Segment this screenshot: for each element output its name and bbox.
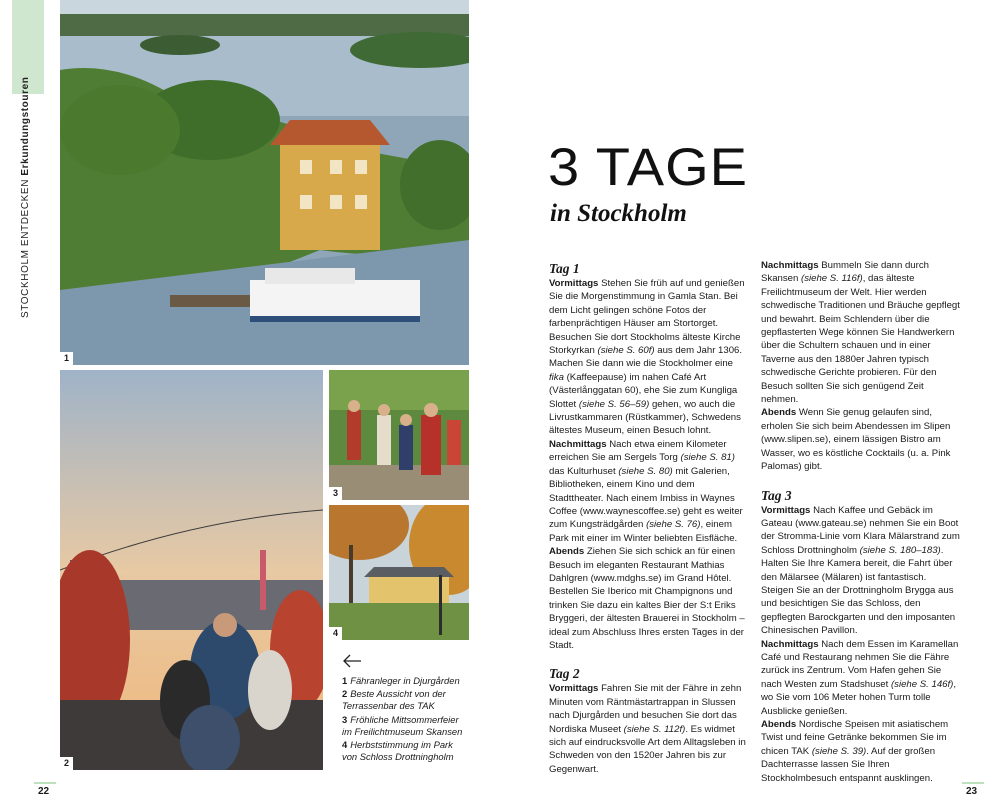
day-1-heading: Tag 1 — [549, 261, 580, 276]
photo-drottningholm-autumn — [329, 505, 469, 640]
photo-number-1: 1 — [60, 352, 73, 365]
day-1-evening: Abends Ziehen Sie sich schick an für einen Besuch im eleganten Restaurant Mathias Dahlgren (www.mdghs.se) im Grand Hôtel. Bestellen Sie Iberico mit Champignons und trinken Sie dazu ein kaltes Bier der S:t Eriks Bryggeri, der ältesten Brauerei in Stockholm – ideal zum Abschluss Ihres ersten Tages in der Stadt. — [549, 546, 745, 651]
photo-midsummer-skansen — [329, 370, 469, 500]
day-1-morning: Vormittags Stehen Sie früh auf und genießen Sie die Morgenstimmung in Gamla Stan. Bei dem Licht gelingen schöne Fotos der farbenprächtigen Häuser am Stortorget. Besuchen Sie dort Stockholms älteste Kirche Storkyrkan (siehe S. 60f) aus dem Jahr 1306. Machen Sie dann wie die Stockholmer eine fika (Kaffeepause) im nahen Café Art (Västerlånggatan 60), ehe Sie zum Kungliga Slottet (siehe S. 56–59) gehen, wo auch die Livrustkammaren (Rüstkammer), Schwedens ältestes Museum, einen Besuch lohnt. — [549, 278, 745, 437]
day-3-morning: Vormittags Nach Kaffee und Gebäck im Gateau (www.gateau.se) nehmen Sie ein Boot der Stromma-Linie vom Klara Mälarstrand zum Schloss Drottningholm (siehe S. 180–183). Halten Sie Ihre Kamera bereit, die Fahrt über den Mälarsee (Mälaren) ist fantastisch. Steigen Sie an der Drottningholm Brygga aus und besichtigen Sie das Schloss, den gepflegten Barockgarten und den imposanten Chinesischen Pavillon. — [761, 504, 960, 637]
day-2-afternoon: Nachmittags Bummeln Sie dann durch Skansen (siehe S. 116f), das älteste Freilichtmuseum der Welt. Hier werden schwedische Traditionen und Bräuche gepflegt und bewahrt. Beim Schlendern über die gepflasterten Wege können Sie Handwerkern über die Schultern schauen und in einer Taverne aus den 1880er Jahren typisch schwedische Gerichte probieren. Für den Besuch sollten Sie sich genügend Zeit nehmen. — [761, 260, 960, 406]
day-1-afternoon: Nachmittags Nach etwa einem Kilometer erreichen Sie am Sergels Torg (siehe S. 81) das Kulturhuset (siehe S. 80) mit Galerien, Bibliotheken, einem Kino und dem Stadttheater. Nach einem Imbiss in Waynes Coffee (www.waynescoffee.se) geht es weiter zum Kungsträdgården (siehe S. 76), einem Park mit einer im Winter beliebten Eisfläche. — [549, 438, 743, 544]
running-header-chapter: Erkundungstouren — [20, 76, 31, 176]
day-2-heading: Tag 2 — [549, 666, 580, 682]
photo-captions — [342, 675, 467, 764]
caption-4: 4 Herbststimmung im Park von Schloss Drottningholm — [342, 739, 454, 763]
folio-rule-left — [34, 782, 56, 784]
day-3-evening: Abends Nordische Speisen mit asiatischem Twist und feine Getränke bekommen Sie im chicen TAK (siehe S. 39). Auf der großen Dachterrasse lassen Sie Ihren Stockholmbesuch entspannt ausklingen. — [761, 719, 949, 784]
photo-ferry-landing — [60, 0, 469, 365]
day-2-evening: Abends Wenn Sie genug gelaufen sind, erholen Sie sich beim Abendessen im Slipen (www.slipen.se), einem lässigen Bistro am Wasser, wo es köstliche Cocktails (u. a. Pink Palomas) gibt. — [761, 407, 951, 473]
caption-2: 2 Beste Aussicht von der Terrassenbar des TAK — [342, 688, 446, 712]
photo-number-3: 3 — [329, 487, 342, 500]
running-header-section: STOCKHOLM ENTDECKEN — [20, 178, 31, 318]
page-number-left: 22 — [38, 786, 50, 797]
photo-tak-terrace — [60, 370, 323, 770]
day-2-morning: Vormittags Fahren Sie mit der Fähre in zehn Minuten vom Räntmästartrappan in Slussen nach Djurgården und besuchen Sie dort das Nordiska Museet (siehe S. 112f). Es widmet sich auf eindrucksvolle Art dem Alltagsleben in Schweden von den 1520er Jahren bis zur Gegenwart. — [549, 683, 746, 775]
photo-number-2: 2 — [60, 757, 73, 770]
page-subtitle: in Stockholm — [550, 200, 687, 227]
day-3-afternoon: Nachmittags Nach dem Essen im Karamellan Café und Restaurang nehmen Sie die Fähre zurück ins Zentrum. Vom Hafen gehen Sie nach Westen zum Stadshuset (siehe S. 146f), wo Sie vom 106 Meter hohen Turm tolle Ausblicke genießen. — [761, 638, 959, 717]
text-column-left — [549, 259, 749, 776]
text-column-right — [761, 259, 961, 785]
day-3-heading: Tag 3 — [761, 487, 792, 503]
running-header-vertical — [20, 77, 31, 318]
page-title: 3 TAGE — [548, 136, 749, 197]
page-number-right: 23 — [966, 786, 978, 797]
folio-rule-right — [962, 782, 984, 784]
arrow-left-icon — [342, 654, 362, 668]
caption-1: 1 Fähranleger in Djurgården — [342, 675, 460, 686]
photo-number-4: 4 — [329, 627, 342, 640]
caption-3: 3 Fröhliche Mittsommerfeier im Freilichtmuseum Skansen — [342, 713, 463, 737]
